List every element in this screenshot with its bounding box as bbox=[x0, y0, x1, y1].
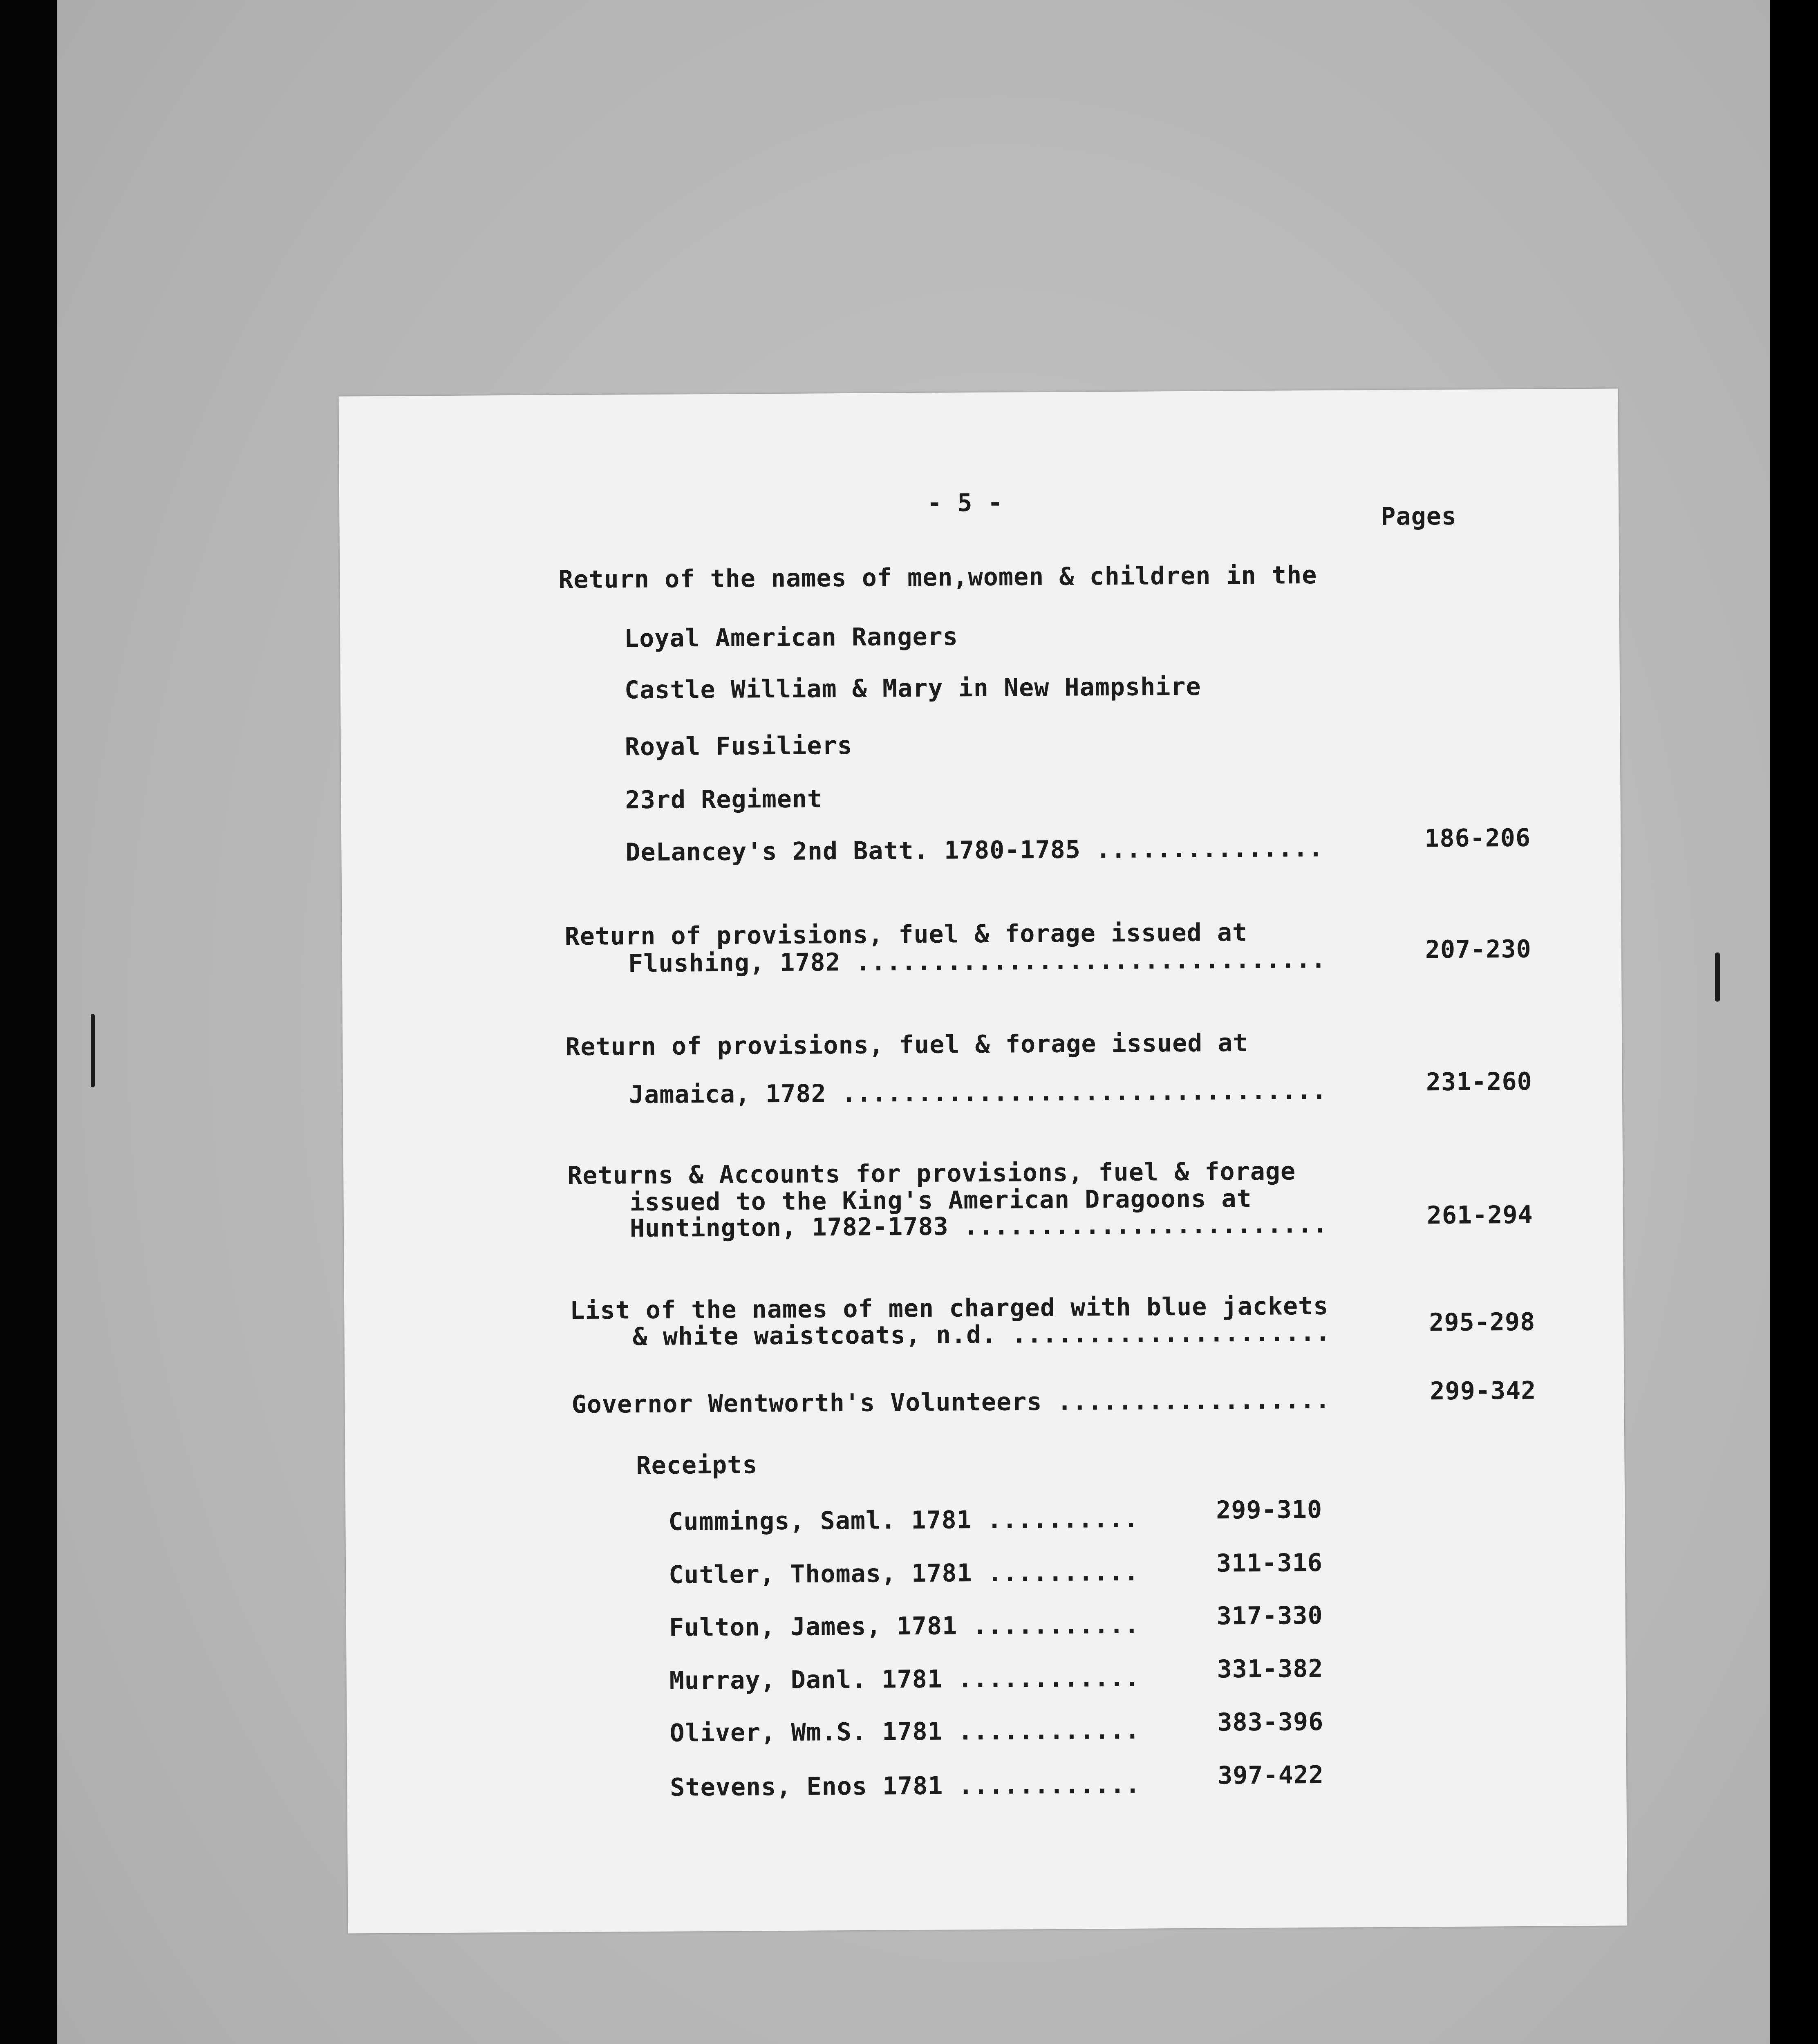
entry-text: Returns & Accounts for provisions, fuel & forage bbox=[567, 1157, 1296, 1190]
entry-text: Return of provisions, fuel & forage issued at bbox=[565, 1029, 1249, 1062]
entry-text: List of the names of men charged with blue jackets bbox=[570, 1291, 1329, 1325]
receipt-pages: 299-310 bbox=[1216, 1495, 1323, 1525]
entry-pages: 299-342 bbox=[1430, 1376, 1536, 1406]
receipt-entry: Murray, Danl. 1781 ............ bbox=[669, 1663, 1140, 1695]
film-mark-left bbox=[91, 1014, 95, 1087]
film-edge bbox=[0, 0, 57, 2044]
receipt-pages: 311-316 bbox=[1216, 1548, 1323, 1578]
entry-text: Flushing, 1782 ............................... bbox=[628, 945, 1326, 978]
receipt-pages: 397-422 bbox=[1217, 1760, 1324, 1790]
film-mark-right bbox=[1715, 953, 1720, 1002]
entry-text: Jamaica, 1782 ................................ bbox=[629, 1076, 1327, 1109]
receipt-entry: Cutler, Thomas, 1781 .......... bbox=[668, 1558, 1140, 1589]
entry-text: 23rd Regiment bbox=[625, 784, 823, 815]
entry-pages: 207-230 bbox=[1425, 935, 1531, 964]
entry-text: & white waistcoats, n.d. ..................... bbox=[632, 1318, 1331, 1351]
entry-pages: 295-298 bbox=[1429, 1307, 1536, 1337]
receipt-pages: 383-396 bbox=[1217, 1707, 1324, 1737]
entry-pages: 231-260 bbox=[1426, 1067, 1532, 1097]
entry-text: Castle William & Mary in New Hampshire bbox=[624, 672, 1201, 705]
entry-text: Loyal American Rangers bbox=[624, 622, 958, 653]
entry-text: issued to the King's American Dragoons at bbox=[629, 1184, 1252, 1217]
receipt-entry: Stevens, Enos 1781 ............ bbox=[670, 1770, 1141, 1802]
entry-text: Return of the names of men,women & children in the bbox=[558, 560, 1317, 594]
entry-text: Return of provisions, fuel & forage issued at bbox=[564, 918, 1248, 951]
entry-text: Huntington, 1782-1783 ........................ bbox=[629, 1210, 1328, 1243]
receipts-heading: Receipts bbox=[636, 1450, 758, 1480]
entry-text: Governor Wentworth's Volunteers .................. bbox=[571, 1385, 1330, 1419]
entry-text: Royal Fusiliers bbox=[625, 731, 853, 762]
receipt-entry: Cummings, Saml. 1781 .......... bbox=[668, 1504, 1139, 1536]
entry-text: DeLancey's 2nd Batt. 1780-1785 ............... bbox=[625, 834, 1324, 867]
pages-column-header: Pages bbox=[1381, 502, 1457, 531]
receipt-entry: Fulton, James, 1781 ........... bbox=[669, 1610, 1140, 1642]
receipt-entry: Oliver, Wm.S. 1781 ............ bbox=[669, 1716, 1140, 1748]
receipt-pages: 317-330 bbox=[1216, 1601, 1323, 1631]
document-page bbox=[339, 388, 1628, 1933]
page-number: - 5 - bbox=[927, 488, 1003, 518]
receipt-pages: 331-382 bbox=[1217, 1654, 1323, 1684]
entry-pages: 186-206 bbox=[1424, 823, 1531, 853]
entry-pages: 261-294 bbox=[1426, 1200, 1533, 1230]
